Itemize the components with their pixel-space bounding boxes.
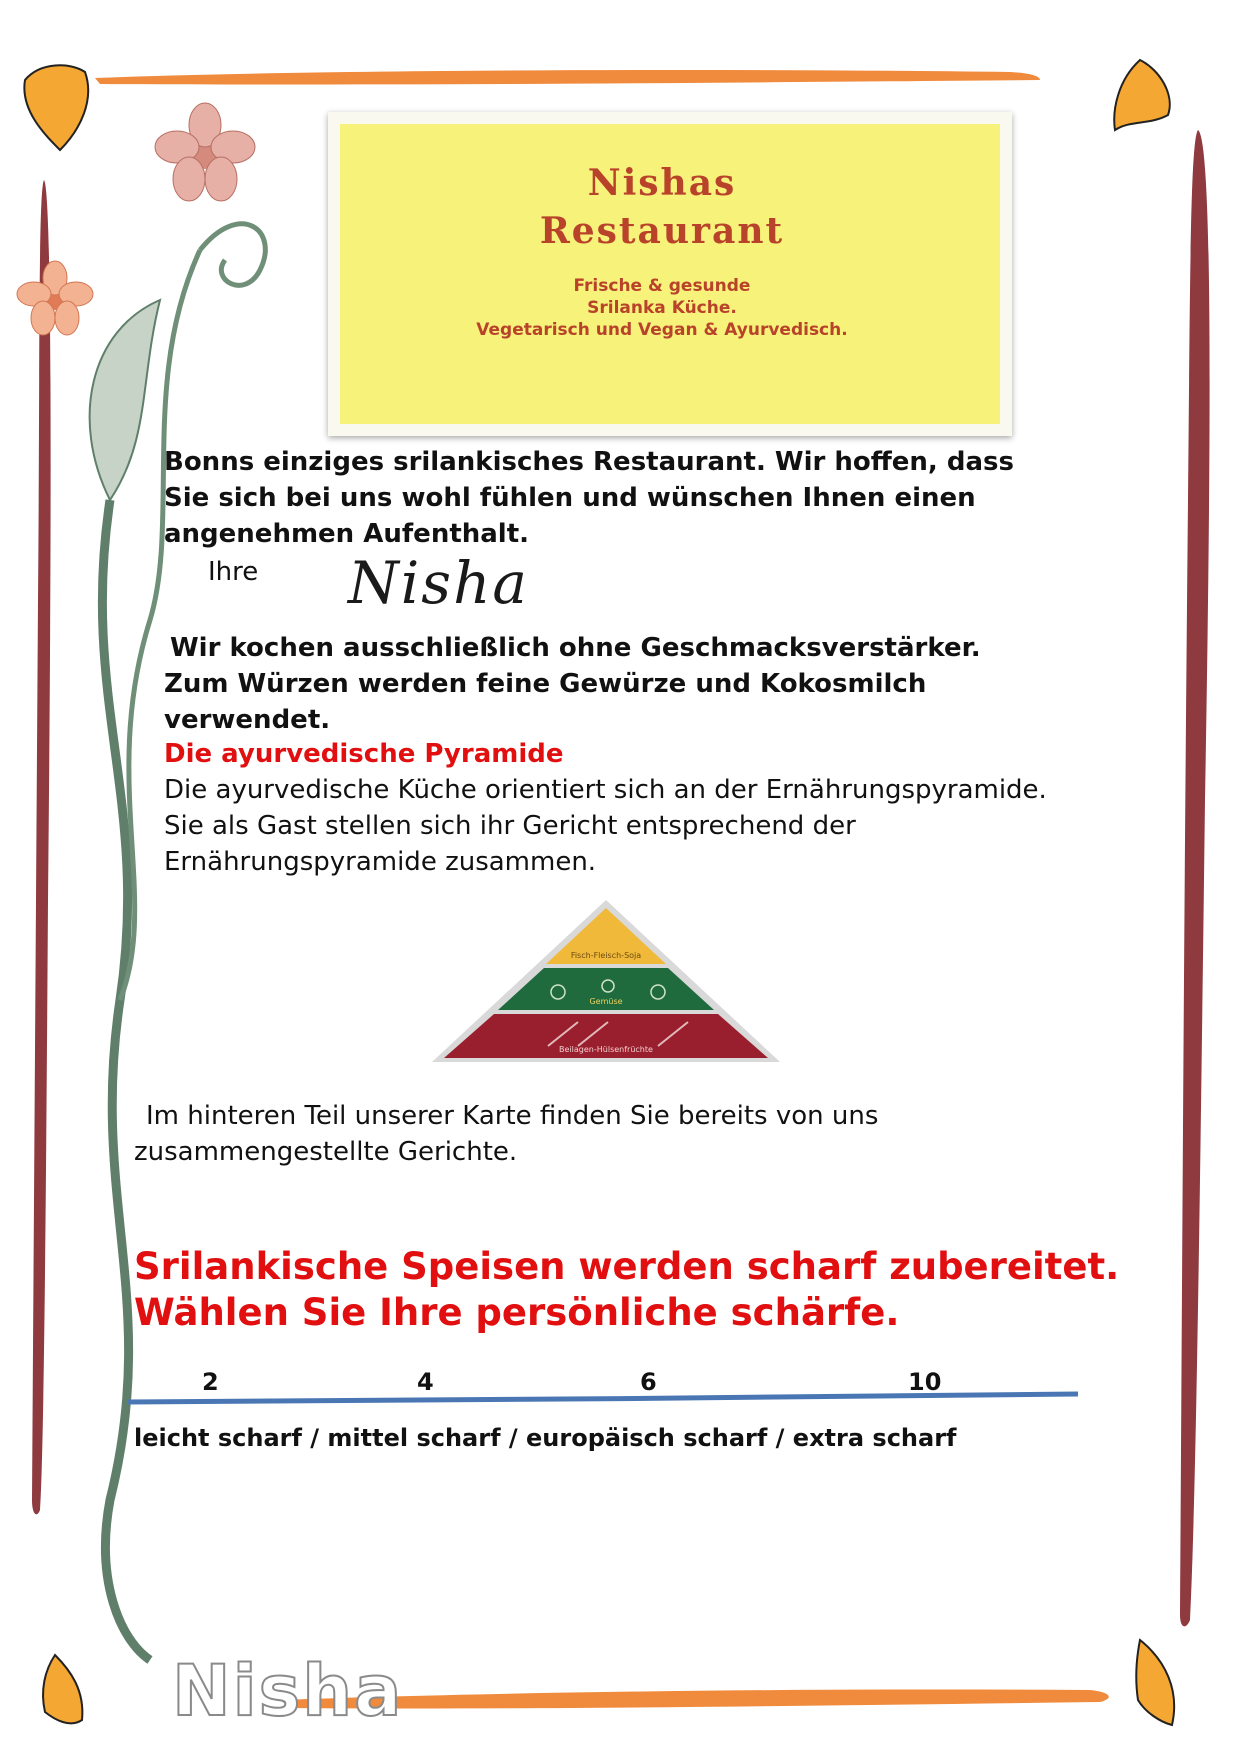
restaurant-sign xyxy=(312,96,1012,436)
sign-panel xyxy=(328,112,1012,436)
spice-level-4: 4 xyxy=(417,1368,434,1396)
vine-leaf xyxy=(90,300,160,500)
pyramid-label-bottom: Beilagen-Hülsenfrüchte xyxy=(559,1045,653,1054)
back-note-line2: zusammengestellte Gerichte. xyxy=(134,1137,518,1167)
spice-heading-line2: Wählen Sie Ihre persönliche schärfe. xyxy=(134,1291,900,1334)
right-brush-stroke xyxy=(1180,130,1210,1626)
intro-line2: Sie sich bei uns wohl fühlen und wünschen Ihnen einen xyxy=(164,483,976,513)
flower-top xyxy=(155,103,255,201)
spice-scale-line xyxy=(126,1390,1082,1408)
cooking-line1: Wir kochen ausschließlich ohne Geschmacksverstärker. xyxy=(170,633,981,663)
cooking-paragraph xyxy=(164,630,981,738)
vine xyxy=(102,500,150,1660)
back-note xyxy=(134,1098,878,1170)
pyramid-label-top: Fisch-Fleisch-Soja xyxy=(570,951,642,960)
top-brush-stroke xyxy=(95,70,1040,85)
sign-subtitle-line1: Frische & gesunde xyxy=(573,276,751,296)
sign-title-line1: Nishas xyxy=(587,162,737,204)
pyramid-line3: Ernährungspyramide zusammen. xyxy=(164,847,597,877)
pyramid-label-middle: Gemüse xyxy=(589,997,623,1006)
food-pyramid xyxy=(428,896,784,1064)
cooking-line3: verwendet. xyxy=(164,705,331,735)
pyramid-line2: Sie als Gast stellen sich ihr Gericht entsprechend der xyxy=(164,811,856,841)
intro-paragraph xyxy=(164,444,1014,552)
spice-level-10: 10 xyxy=(908,1368,942,1396)
vine-curl xyxy=(200,224,265,285)
bottom-brush-stroke xyxy=(280,1689,1109,1708)
pyramid-line1: Die ayurvedische Küche orientiert sich an der Ernährungspyramide. xyxy=(164,775,1047,805)
corner-petal-bl xyxy=(43,1655,82,1723)
greeting: Ihre xyxy=(208,557,259,587)
spice-heading xyxy=(134,1244,1119,1336)
corner-petal-tl xyxy=(24,65,88,150)
back-note-line1: Im hinteren Teil unserer Karte finden Sie bereits von uns xyxy=(146,1101,879,1131)
spice-level-2: 2 xyxy=(202,1368,219,1396)
corner-petal-tr xyxy=(1114,60,1169,130)
sign-subtitle-line3: Vegetarisch und Vegan & Ayurvedisch. xyxy=(476,320,848,340)
sign-subtitle-line2: Srilanka Küche. xyxy=(587,298,737,318)
signature: Nisha xyxy=(348,549,529,617)
footer-logo: Nisha xyxy=(172,1650,404,1732)
spice-heading-line1: Srilankische Speisen werden scharf zubereitet. xyxy=(134,1245,1120,1288)
pyramid-section xyxy=(164,736,1047,880)
corner-petal-br xyxy=(1136,1640,1174,1725)
sign-title-line2: Restaurant xyxy=(539,210,785,252)
intro-line3: angenehmen Aufenthalt. xyxy=(164,519,530,549)
spice-level-6: 6 xyxy=(640,1368,657,1396)
flower-left xyxy=(17,261,93,335)
spice-descriptions: leicht scharf / mittel scharf / europäisch scharf / extra scharf xyxy=(134,1424,957,1452)
pyramid-heading: Die ayurvedische Pyramide xyxy=(164,739,564,769)
cooking-line2: Zum Würzen werden feine Gewürze und Kokosmilch xyxy=(164,669,927,699)
intro-line1: Bonns einziges srilankisches Restaurant. Wir hoffen, dass xyxy=(164,447,1014,477)
left-brush-stroke xyxy=(32,180,51,1514)
